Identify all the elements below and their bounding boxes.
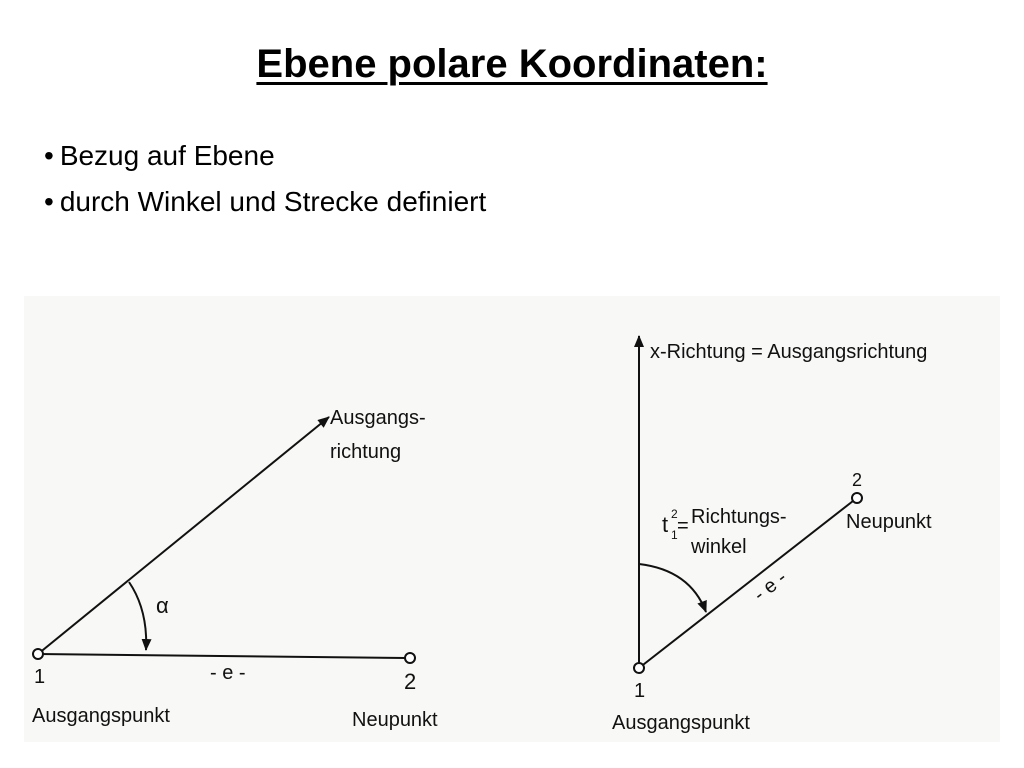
bullet-dot-icon: • [44, 140, 54, 171]
slide-title: Ebene polare Koordinaten: [256, 42, 768, 86]
right-figure [612, 336, 932, 734]
right-origin-number: 1 [634, 680, 646, 702]
left-figure [32, 407, 438, 731]
left-target-number: 2 [404, 669, 417, 694]
right-angle-superscript: 2 [671, 507, 678, 521]
right-angle-arc [639, 564, 706, 612]
bullet-dot-icon: • [44, 186, 54, 217]
right-angle-symbol: t [662, 512, 669, 537]
bullet-text: durch Winkel und Strecke definiert [59, 186, 487, 217]
left-direction-ray [38, 417, 329, 654]
right-angle-subscript: 1 [671, 528, 678, 542]
right-target-point-icon [852, 493, 862, 503]
left-direction-label-1: Ausgangs- [330, 407, 426, 429]
right-target-number: 2 [852, 470, 863, 490]
right-angle-label-1: Richtungs- [691, 506, 787, 528]
left-angle-symbol: α [156, 593, 169, 618]
right-angle-equals: = [677, 515, 689, 537]
right-angle-label-2: winkel [691, 536, 747, 558]
left-angle-arc [129, 582, 146, 650]
right-origin-label: Ausgangspunkt [612, 712, 750, 734]
left-target-label: Neupunkt [352, 709, 438, 731]
right-distance-label: - e - [749, 566, 792, 606]
left-origin-label: Ausgangspunkt [32, 705, 170, 727]
left-origin-point-icon [33, 649, 43, 659]
bullet-text: Bezug auf Ebene [59, 140, 275, 171]
left-target-point-icon [405, 653, 415, 663]
left-distance-label: - e - [210, 662, 246, 684]
left-origin-number: 1 [34, 666, 46, 688]
left-direction-label-2: richtung [330, 441, 402, 463]
right-target-label: Neupunkt [846, 511, 932, 533]
right-axis-label: x-Richtung = Ausgangsrichtung [650, 341, 928, 363]
right-origin-point-icon [634, 663, 644, 673]
left-distance-line [38, 654, 406, 658]
